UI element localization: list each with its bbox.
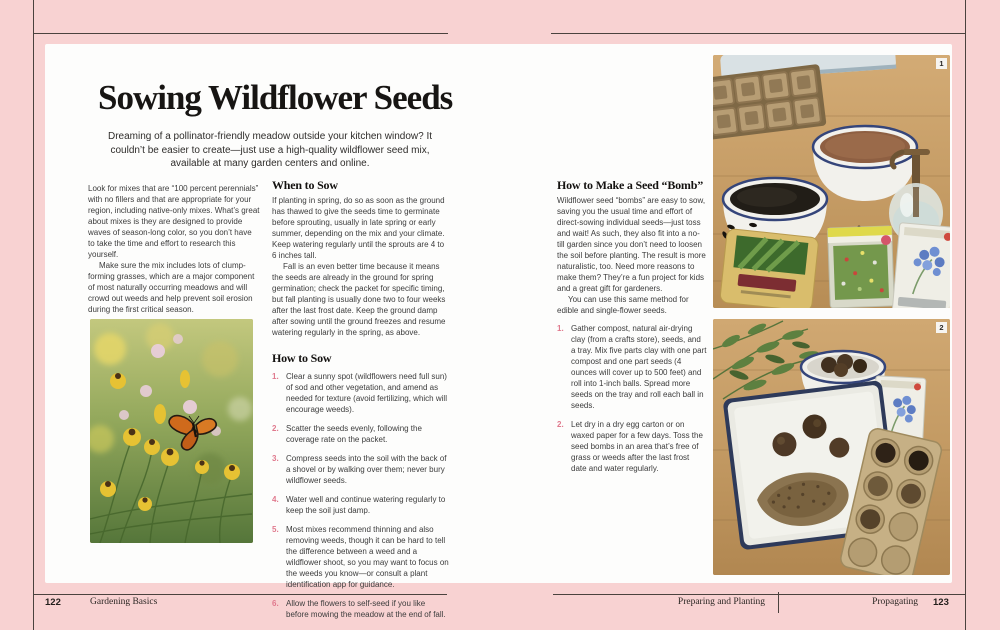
when-to-sow-heading: When to Sow xyxy=(272,178,338,192)
right-page-number: 123 xyxy=(933,597,949,608)
step-text: Let dry in a dry egg carton or on waxed paper for a few days. Toss the seed bombs in an area that’s free of grass or weeds after the last frost date and water regularly. xyxy=(571,420,703,473)
step-text: Gather compost, natural air-drying clay (from a crafts store), seeds, and a tray. Mix five parts clay with one part compost and one part seeds (4 ounces will cover up to 500 feet) and roll into 1-inch balls. Spread more seeds on the tray and roll each ball in seeds. xyxy=(571,324,707,410)
step-number: 2. xyxy=(557,420,564,429)
step-number: 3. xyxy=(272,454,279,463)
seed-bomb-heading: How to Make a Seed “Bomb” xyxy=(557,178,703,192)
top-rule-right xyxy=(551,33,965,34)
list-item xyxy=(557,323,707,411)
supplies-photo-illustration xyxy=(713,55,950,308)
step-text: Allow the flowers to self-seed if you like before mowing the meadow at the end of fall. xyxy=(286,599,446,619)
how-to-sow-steps xyxy=(272,371,450,620)
list-item xyxy=(272,423,450,445)
step-text: Compress seeds into the soil with the back of a shovel or by walking over them; never bury wildflower seeds. xyxy=(286,454,447,485)
body-paragraph: Look for mixes that are “100 percent perennials” with no fillers and that are appropriate for your region, including native-only mixes. What’s great about mixes is they are designed to provide waves of season-long color, so you don’t have to take the time and effort to research this yourself. xyxy=(88,184,260,259)
list-item xyxy=(272,598,450,620)
list-item xyxy=(557,419,707,474)
intro-paragraph: Dreaming of a pollinator-friendly meadow outside your kitchen window? It couldn’t be easier to create—just use a high-quality wildflower seed mix, available at many garden centers and online. xyxy=(107,131,433,169)
white-seed-packet xyxy=(892,223,950,308)
body-paragraph: If planting in spring, do so as soon as the ground has thawed to give the seeds time to germinate before sprouting, usually in late spring or early summer, depending on the mix and your climate. Keep watering regularly until the sprouts are 4 to 6 inches tall. xyxy=(272,196,445,260)
yellow-seed-packet xyxy=(720,228,819,308)
left-section-label: Gardening Basics xyxy=(90,597,158,607)
step-text: Most mixes recommend thinning and also removing weeds, though it can be hard to tell the difference between a weed and a wildflower shoot, so you may want to focus on the weeds you know—or consult a plant identification app for guidance. xyxy=(286,525,449,589)
left-vertical-rule xyxy=(33,0,34,630)
chapter-tab-propagating: Propagating xyxy=(872,597,918,607)
step-number: 6. xyxy=(272,599,279,608)
middle-column xyxy=(272,180,450,628)
page-title: Sowing Wildflower Seeds xyxy=(98,78,453,117)
figure-number-badge: 2 xyxy=(936,322,947,333)
green-seed-packet xyxy=(828,226,895,308)
step-text: Clear a sunny spot (wildflowers need full sun) of sod and other vegetation, and amend as needed for texture (avoid fertilizing, which will encourage weeds). xyxy=(286,372,447,414)
bombs-photo-illustration xyxy=(713,319,950,575)
body-paragraph: Make sure the mix includes lots of clump-forming grasses, which are a major component of most naturally occurring meadows and will crowd out weeds and help prevent soil erosion during the first critical season. xyxy=(88,261,255,314)
figure-number-badge: 1 xyxy=(936,58,947,69)
left-column xyxy=(88,183,260,315)
body-paragraph: Wildflower seed “bombs” are easy to sow, saving you the usual time and effort of direct-sowing individual seeds—just toss and wait! As such, they also fit into a no-till garden since you don’t need to loosen the soil before planting. The result is more naturalistic, too. Need more reasons to make them? They’re a fun project for kids and a great gift for gardeners. xyxy=(557,196,706,293)
list-item xyxy=(272,453,450,486)
step-number: 4. xyxy=(272,495,279,504)
footer-divider-rule xyxy=(778,592,779,613)
body-paragraph: You can use this same method for edible and single-flower seeds. xyxy=(557,295,689,315)
chapter-tab-preparing-and-planting: Preparing and Planting xyxy=(677,597,765,607)
list-item xyxy=(272,371,450,415)
list-item xyxy=(272,494,450,516)
meadow-photo-illustration xyxy=(90,319,253,543)
body-paragraph: Fall is an even better time because it means the seeds are already in the ground for spring germination; check the packet for specific timing, but fall planting is usually done two to four weeks after the last frost date. Keep the ground damp after sowing until the ground freezes and resume watering regularly in the spring, as above. xyxy=(272,262,446,337)
step-number: 1. xyxy=(272,372,279,381)
step-number: 5. xyxy=(272,525,279,534)
seed-bombs-photo xyxy=(713,319,950,575)
right-column xyxy=(557,180,707,482)
step-text: Scatter the seeds evenly, following the coverage rate on the packet. xyxy=(286,424,422,444)
top-rule-left xyxy=(33,33,448,34)
bottom-rule-right xyxy=(553,594,965,595)
how-to-sow-heading: How to Sow xyxy=(272,351,332,365)
list-item xyxy=(272,524,450,590)
right-vertical-rule xyxy=(965,0,966,630)
seed-bomb-steps xyxy=(557,323,707,474)
meadow-butterfly-photo xyxy=(90,319,253,543)
left-page-number: 122 xyxy=(45,597,61,608)
step-number: 1. xyxy=(557,324,564,333)
step-text: Water well and continue watering regularly to keep the soil just damp. xyxy=(286,495,446,515)
seed-bomb-supplies-photo xyxy=(713,55,950,308)
step-number: 2. xyxy=(272,424,279,433)
